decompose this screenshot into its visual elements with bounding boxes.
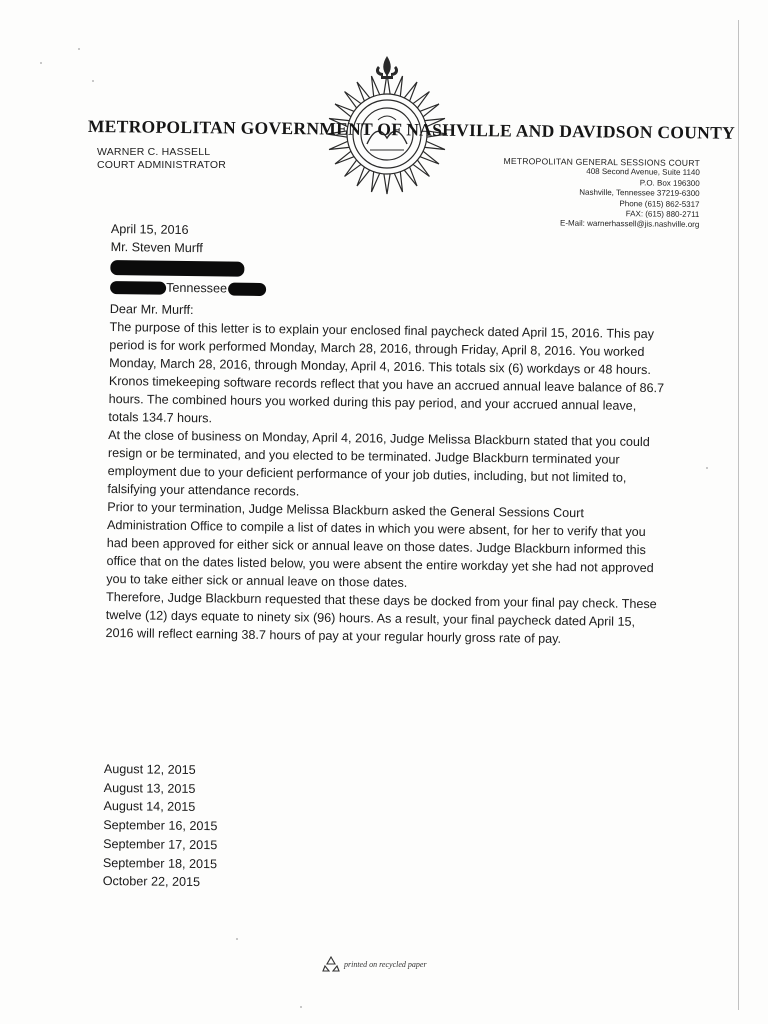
list-item: August 14, 2015	[103, 799, 196, 815]
court-contact-block	[479, 156, 700, 231]
scan-speck	[78, 48, 80, 50]
paragraph-absences: Prior to your termination, Judge Melissa Blackburn asked the General Sessions Court Administration Office to compile a list of dates in which you were absent, for her to verify that you had been approved for either sick or annual leave on those dates. Judge Blackburn informed this office that on the dates listed below, you were absent the entire workday yet she had not approved you to take either sick or annual leave on those dates.	[106, 499, 654, 590]
address-line-2: P.O. Box 196300	[639, 178, 700, 188]
redaction-bar	[110, 260, 244, 277]
list-item: August 13, 2015	[103, 780, 196, 796]
list-item: September 17, 2015	[103, 836, 218, 853]
scan-speck	[706, 467, 708, 469]
recipient-name: Mr. Steven Murff	[110, 239, 203, 256]
scan-edge-line	[738, 20, 739, 1010]
email-line: E-Mail: warnerhassell@jis.nashville.org	[559, 218, 700, 230]
paragraph-leave-balance: Kronos timekeeping software records reflect that you have an accrued annual leave balance of 86.7 hours. The combined hours you worked during this pay period, and your accrued annual leave, totals 134.7 hours.	[108, 373, 665, 426]
scan-speck	[236, 938, 238, 940]
scan-speck	[300, 1006, 302, 1008]
scan-speck	[40, 62, 42, 64]
court-name: METROPOLITAN GENERAL SESSIONS COURT	[503, 155, 700, 168]
recycle-icon	[322, 956, 340, 972]
absence-date-list	[103, 760, 218, 892]
paragraph-paycheck: The purpose of this letter is to explain your enclosed final paycheck dated April 15, 2016. This pay period is for work performed Monday, March 28, 2016, through Friday, April 8, 2016. You worked Monday, March 28, 2016, through Monday, April 4, 2016. This totals six (6) workdays or 48 hours.	[109, 319, 655, 378]
address-line-3: Nashville, Tennessee 37219-6300	[579, 187, 700, 199]
recycled-paper-note	[322, 956, 427, 972]
admin-name: WARNER C. HASSELL	[97, 146, 211, 158]
paragraph-termination: At the close of business on Monday, April 4, 2016, Judge Melissa Blackburn stated that you could resign or be terminated, and you elected to be terminated. Judge Blackburn terminated your employment due to your deficient performance of your job duties, including, but not limited to, falsifying your attendance records.	[107, 427, 650, 499]
fax-line: FAX: (615) 880-2711	[625, 209, 700, 220]
seal-ray	[384, 172, 391, 194]
list-item: August 12, 2015	[103, 761, 196, 777]
admin-title: COURT ADMINISTRATOR	[97, 159, 227, 171]
salutation: Dear Mr. Murff:	[109, 301, 194, 318]
org-name: METROPOLITAN GOVERNMENT OF NASHVILLE AND DAVIDSON COUNTY	[87, 116, 736, 143]
list-item: September 16, 2015	[103, 818, 218, 834]
redaction-bar	[228, 283, 266, 296]
paragraph-docked-pay: Therefore, Judge Blackburn requested that these days be docked from your final pay check. These twelve (12) days equate to ninety six (96) hours. As a result, your final paycheck dated April 15, 2016 will reflect earning 38.7 hours of pay at your regular hourly gross rate of pay.	[105, 589, 657, 646]
phone-line: Phone (615) 862-5317	[619, 198, 700, 209]
list-item: October 22, 2015	[102, 874, 201, 890]
letter-date: April 15, 2016	[110, 221, 189, 238]
address-line-1: 408 Second Avenue, Suite 1140	[586, 167, 700, 178]
redaction-bar	[110, 281, 166, 295]
list-item: September 18, 2015	[102, 855, 218, 871]
scan-speck	[92, 80, 94, 82]
recycled-paper-text: printed on recycled paper	[344, 959, 427, 969]
recipient-state: Tennessee	[166, 280, 228, 296]
letter-body	[105, 220, 666, 649]
